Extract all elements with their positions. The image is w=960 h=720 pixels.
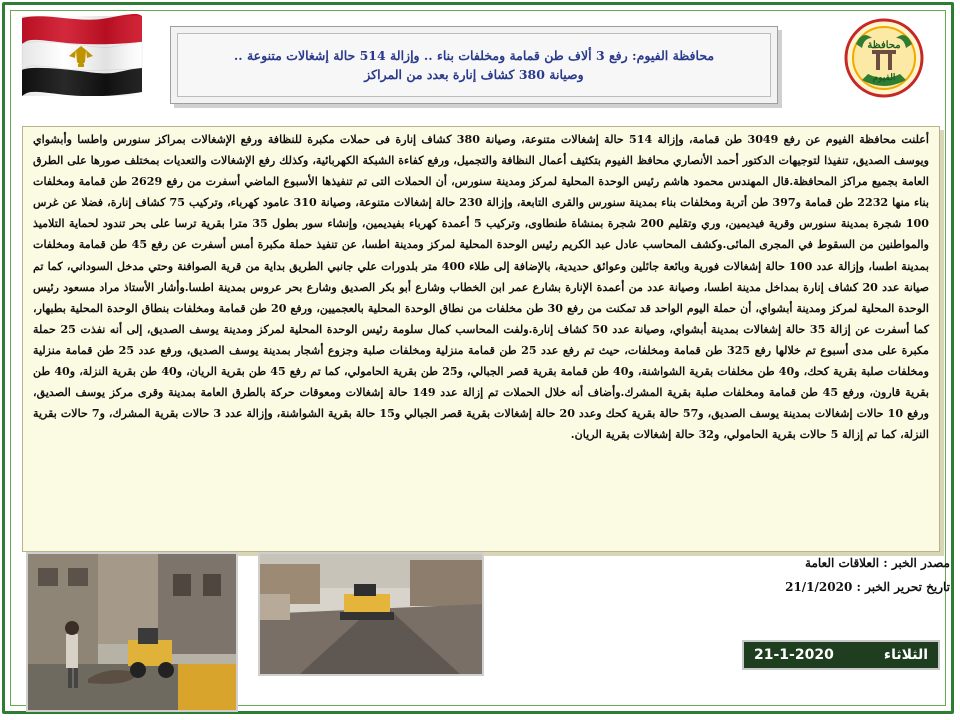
headline-line-2: وصيانة 380 كشاف إنارة بعدد من المراكز (364, 67, 584, 82)
edit-date-label: تاريخ تحرير الخبر : (856, 580, 950, 594)
date-badge-date: 21-1-2020 (754, 647, 834, 663)
road-paving-image (260, 554, 482, 674)
headline (177, 33, 771, 97)
headline-box (170, 26, 778, 104)
governorate-logo-icon (832, 14, 936, 106)
street-cleanup-photo (26, 552, 238, 712)
edit-date-value: 21/1/2020 (785, 580, 853, 594)
egypt-flag-icon (18, 12, 144, 96)
headline-line-1: محافظة الفيوم: رفع 3 ألاف طن قمامة ومخلفات بناء .. وإزالة 514 حالة إشغالات متنوعة .. (233, 48, 715, 63)
news-source: مصدر الخبر : العلاقات العامة (805, 556, 950, 570)
article-panel (22, 126, 940, 552)
road-paving-photo (258, 552, 484, 676)
date-badge-day: الثلاثاء (883, 647, 928, 663)
article-body: أعلنت محافظة الفيوم عن رفع 3049 طن قمامة، وإزالة 514 حالة إشغالات متنوعة، وصيانة 380 كشاف إنارة فى حملات مكبرة للنظافة ورفع الإشغالات بمراكز سنورس واطسا وأبشواي ويوسف الصديق، تنفيذا لتوجيهات الدكتور أحمد الأنصاري محافظ الفيوم بتكثيف أعمال النظافة والتجميل، ورفع كفاءة الشبكة الكهربائية، وكذلك رفع الإشغالات والتعديات بمختلف صورها على الطرق العامة بجميع مراكز المحافظة.قال المهندس محمود هاشم رئيس الوحدة المحلية لمركز ومدينة سنورس، أن الحملات التى تم تنفيذها الأسبوع الماضي أسفرت من رفع 2629 طن قمامة ومخلفات بناء منها 2232 طن قمامة و397 طن أتربة ومخلفات بناء بمدينة سنورس والقرى التابعة، وإزالة 230 حالة إشغالات متنوعة، وصيانة 310 عامود كهرباء، وتركيب 75 كشاف إنارة، فضلا عن غرس 100 شجرة بمدينة سنورس وقرية فيديمين، وري وتقليم 200 شجرة بمنشاة طنطاوى، وتركيب 5 أعمدة كهرباء بفيديمين، وإنشاء سور بطول 35 مترا بقرية ترسا على بحر تندود لحماية التلاميذ والمواطنين من السقوط في المجرى المائى.وكشف المحاسب عادل عبد الكريم رئيس الوحدة المحلية لمركز ومدينة اطسا، عن تنفيذ حملة مكبرة أمس أسفرت عن رفع 45 طن قمامة ومخلفات بمدينة اطسا، وإزالة عدد 100 حالة إشغالات فورية وبائعة جائلين وعوائق حديدية، بالإضافة إلى طلاء 400 متر بلدورات علي جانبي الطريق بداية من قرية الصوافنة وحتي مدخل السوداني، كما تم صيانة عدد 20 كشاف إنارة بمداخل مدينة اطسا، وصيانة عدد من أعمدة الإنارة بشارع عمر ابن الخطاب وشارع أبو بكر الصديق وشارع بحر عروس بمدينة اطسا.وأشار الأستاذ مراد مسعود رئيس الوحدة المحلية لمركز ومدينة أبشواي، أن حملة اليوم الواحد قد تمكنت من رفع 30 طن مخلفات من نطاق الوحدة المحلية بالعجميين، ورفع 20 طن قمامة ومخلفات بنطاق الوحدة المحلية بطبهار، كما أسفرت عن إزالة 35 حالة إشغالات بمدينة أبشواي، وصيانة عدد 50 كشاف إنارة.ولفت المحاسب كمال سلومة رئيس الوحدة المحلية لمركز ومدينة يوسف الصديق، إلى أنه نفذت 25 حملة مكبرة على مدى أسبوع تم خلالها رفع 325 طن قمامة ومخلفات، حيث تم رفع عدد 25 طن قمامة منزلية ومخلفات صلبة وجزوع أشجار بمدينة يوسف الصديق، ورفع عدد 25 طن قمامة منزلية ومخلفات صلبة بقرية كحك، و40 طن مخلفات بقرية الشواشنة، و40 طن قمامة بقرية قصر الجبالي، و25 طن بقرية الحامولي، كما تم رفع 45 طن بقرية الريان، و40 طن بقرية النزلة، و40 طن بقرية قارون، ورفع 45 طن قمامة ومخلفات صلبة بقرية المشرك.وأضاف أنه خلال الحملات تم إزالة عدد 149 حالة إشغالات ومعوقات حركة بالطرق العامة بمدينة وقرى مركز يوسف الصديق، ورفع 10 حالات إشغالات بمدينة يوسف الصديق، و57 حالة بقرية كحك وعدد 20 حالة إشغالات بقرية قصر الجبالي و15 حالة بقرية الشواشنة، وإزالة عدد 3 حالات بقرية المشرك، و7 حالات بقرية النزلة، كما تم إزالة 5 حالات بقرية الحامولي، و32 حالة إشغالات بقرية الريان. (33, 133, 930, 442)
date-badge (742, 640, 940, 670)
logo-lettering: محافظة (867, 40, 901, 51)
svg-text:الفيوم: الفيوم (872, 73, 896, 83)
street-cleanup-image (28, 554, 236, 710)
edit-date (785, 580, 950, 594)
